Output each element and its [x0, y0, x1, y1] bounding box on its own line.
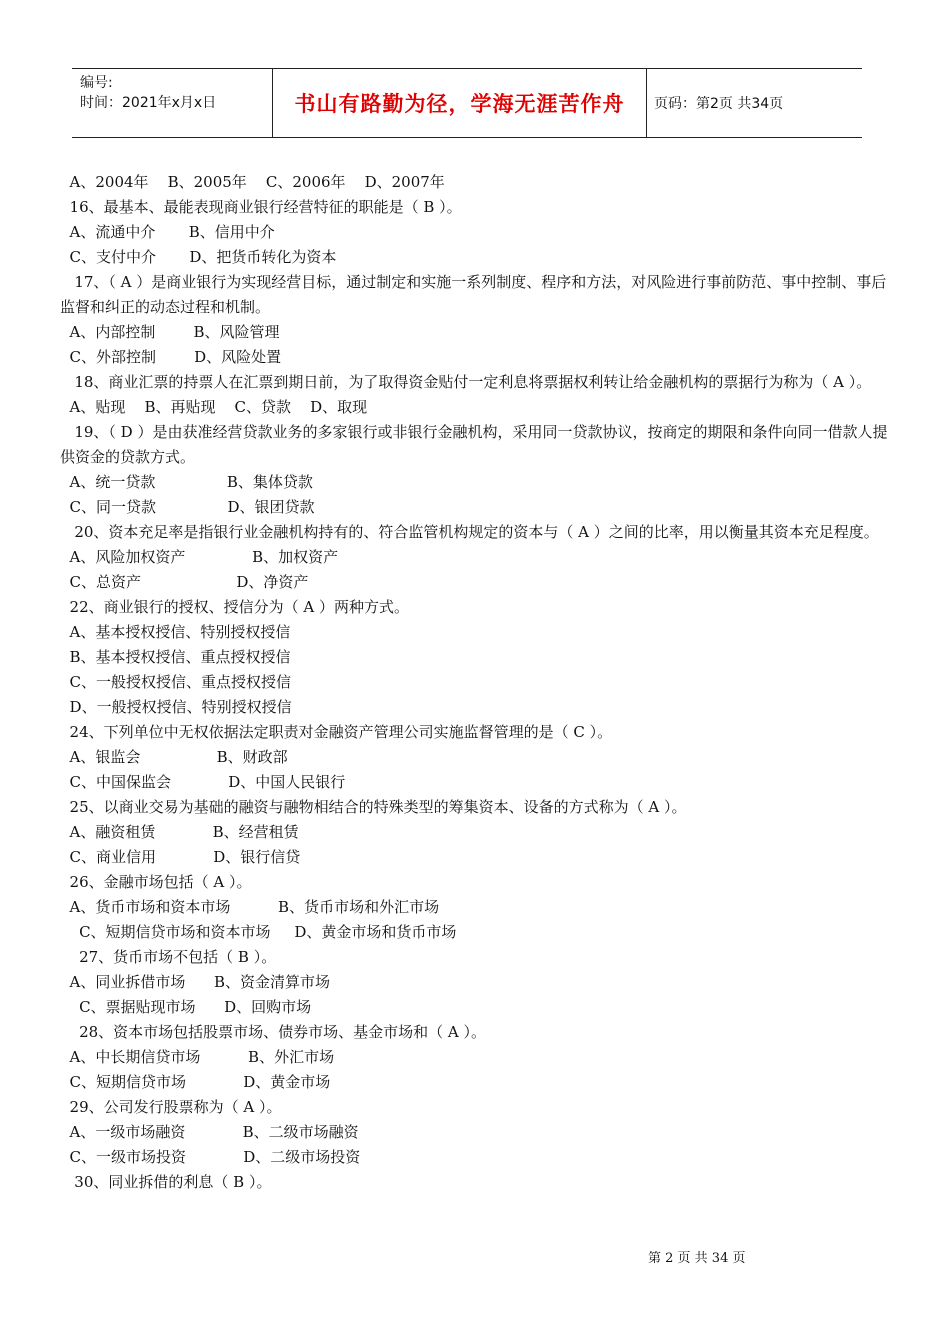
text-line: B、基本授权授信、重点授权授信 [60, 648, 291, 666]
text-line: A、银监会 B、财政部 [60, 748, 288, 766]
header-page-info: 页码：第2页 共34页 [654, 96, 784, 112]
text-line: C、支付中介 D、把货币转化为资本 [60, 248, 337, 266]
text-line: C、票据贴现市场 D、回购市场 [60, 998, 312, 1016]
text-line: A、流通中介 B、信用中介 [60, 223, 275, 241]
text-line: 18、商业汇票的持票人在汇票到期日前，为了取得资金贴付一定利息将票据权利转让给金融机构的票据行为称为（ A ）。 [60, 373, 872, 391]
text-line: 29、公司发行股票称为（ A ）。 [60, 1098, 282, 1116]
text-line: A、贴现 B、再贴现 C、贷款 D、取现 [60, 398, 368, 416]
header-meta [80, 73, 270, 113]
text-line: C、一般授权授信、重点授权授信 [60, 673, 292, 691]
text-line: 22、商业银行的授权、授信分为（ A ）两种方式。 [60, 598, 409, 616]
text-line: 28、资本市场包括股票市场、债券市场、基金市场和（ A ）。 [60, 1023, 487, 1041]
text-line: A、2004年 B、2005年 C、2006年 D、2007年 [60, 173, 445, 191]
text-line: C、商业信用 D、银行信贷 [60, 848, 301, 866]
page-header [72, 68, 862, 138]
text-line: A、内部控制 B、风险管理 [60, 323, 280, 341]
text-line: D、一般授权授信、特别授权授信 [60, 698, 292, 716]
text-line: A、同业拆借市场 B、资金清算市场 [60, 973, 331, 991]
text-line: A、中长期信贷市场 B、外汇市场 [60, 1048, 335, 1066]
text-line: A、融资租赁 B、经营租赁 [60, 823, 299, 841]
text-line: A、基本授权授信、特别授权授信 [60, 623, 291, 641]
text-line: C、一级市场投资 D、二级市场投资 [60, 1148, 361, 1166]
text-line: C、外部控制 D、风险处置 [60, 348, 282, 366]
text-line: C、短期信贷市场和资本市场 D、黄金市场和货币市场 [60, 923, 457, 941]
text-line: 27、货币市场不包括（ B ）。 [60, 948, 277, 966]
page-footer: 第 2 页 共 34 页 [648, 1251, 746, 1266]
text-line: 26、金融市场包括（ A ）。 [60, 873, 252, 891]
question-list [60, 170, 890, 1195]
document-number-label: 编号: [80, 75, 113, 91]
text-line: C、中国保监会 D、中国人民银行 [60, 773, 346, 791]
text-line: 30、同业拆借的利息（ B ）。 [60, 1173, 272, 1191]
document-time-label: 时间：2021年x月x日 [80, 95, 217, 111]
text-line: A、统一贷款 B、集体贷款 [60, 473, 313, 491]
text-line: 19、（ D ）是由获准经营贷款业务的多家银行或非银行金融机构，采用同一贷款协议，按商定的期限和条件向同一借款人提供资金的贷款方式。 [60, 423, 888, 466]
text-line: 17、（ A ）是商业银行为实现经营目标，通过制定和实施一系列制度、程序和方法，对风险进行事前防范、事中控制、事后监督和纠正的动态过程和机制。 [60, 273, 887, 316]
text-line: A、货币市场和资本市场 B、货币市场和外汇市场 [60, 898, 440, 916]
text-line: A、风险加权资产 B、加权资产 [60, 548, 339, 566]
text-line: C、同一贷款 D、银团贷款 [60, 498, 315, 516]
header-slogan: 书山有路勤为径，学海无涯苦作舟 [294, 92, 625, 116]
text-line: 20、资本充足率是指银行业金融机构持有的、符合监管机构规定的资本与（ A ）之间的比率，用以衡量其资本充足程度。 [60, 523, 879, 541]
header-divider [646, 69, 647, 137]
text-line: C、总资产 D、净资产 [60, 573, 309, 591]
text-line: 16、最基本、最能表现商业银行经营特征的职能是（ B ）。 [60, 198, 462, 216]
text-line: 25、以商业交易为基础的融资与融物相结合的特殊类型的筹集资本、设备的方式称为（ A ）。 [60, 798, 687, 816]
text-line: C、短期信贷市场 D、黄金市场 [60, 1073, 331, 1091]
text-line: 24、下列单位中无权依据法定职责对金融资产管理公司实施监督管理的是（ C ）。 [60, 723, 613, 741]
text-line: A、一级市场融资 B、二级市场融资 [60, 1123, 359, 1141]
